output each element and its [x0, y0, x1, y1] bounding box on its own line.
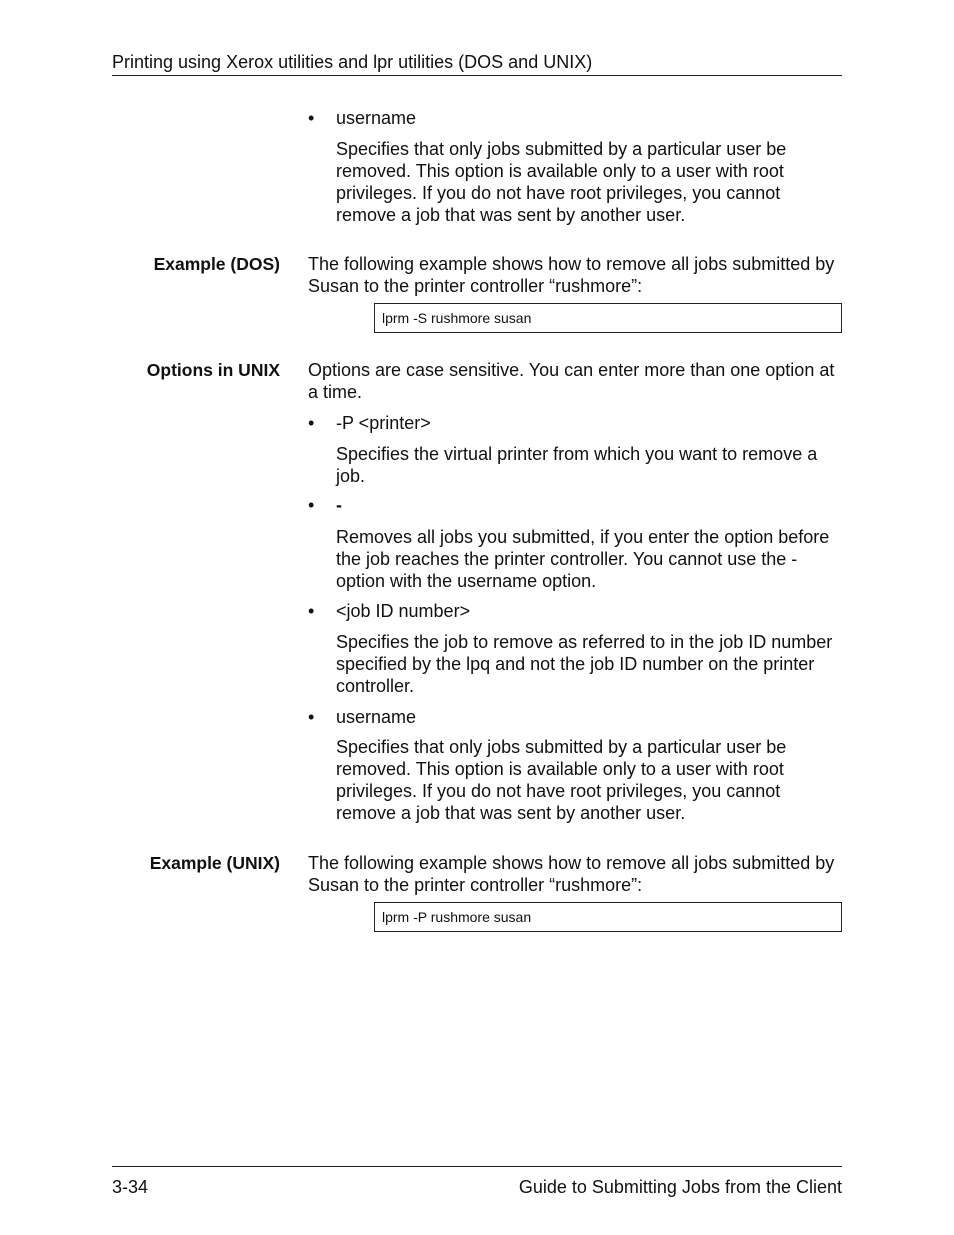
page-number: 3-34	[112, 1177, 149, 1197]
options-unix-intro: Options are case sensitive. You can enter more than one option at a time.	[308, 360, 835, 402]
section-heading-options-unix: Options in UNIX	[146, 360, 280, 380]
example-dos-text: The following example shows how to remove all jobs submitted by Susan to the printer controller “rushmore”:	[308, 254, 835, 296]
code-box-unix	[374, 902, 842, 932]
running-footer: Guide to Submitting Jobs from the Client	[518, 1177, 842, 1197]
option-description-job-id: Specifies the job to remove as referred to in the job ID number specified by the lpq and not the job ID number on the printer controller.	[336, 632, 833, 696]
bullet-icon: •	[308, 495, 315, 515]
code-box-dos	[374, 303, 842, 333]
code-dos: lprm -S rushmore susan	[382, 310, 532, 326]
bullet-icon: •	[308, 601, 315, 621]
option-label-username-dos: username	[336, 108, 417, 128]
option-description-username-unix: Specifies that only jobs submitted by a particular user be removed. This option is available only to a user with root privileges. If you do not have root privileges, you cannot remove a job that was sent by another user.	[336, 737, 787, 823]
option-description-username-dos: Specifies that only jobs submitted by a particular user be removed. This option is available only to a user with root privileges. If you do not have root privileges, you cannot remove a job that was sent by another user.	[336, 139, 787, 225]
bullet-icon: •	[308, 108, 315, 128]
section-heading-example-unix: Example (UNIX)	[149, 853, 280, 873]
option-label-printer: -P <printer>	[336, 413, 431, 433]
section-heading-example-dos: Example (DOS)	[153, 254, 280, 274]
header-rule	[112, 75, 842, 76]
option-description-printer: Specifies the virtual printer from which you want to remove a job.	[336, 444, 818, 486]
footer-rule	[112, 1166, 842, 1167]
option-label-dash: -	[336, 495, 342, 515]
bullet-icon: •	[308, 707, 315, 727]
bullet-icon: •	[308, 413, 315, 433]
option-description-dash: Removes all jobs you submitted, if you enter the option before the job reaches the printer controller. You cannot use the - option with the username option.	[336, 527, 830, 591]
example-unix-text: The following example shows how to remove all jobs submitted by Susan to the printer controller “rushmore”:	[308, 853, 835, 895]
running-header: Printing using Xerox utilities and lpr utilities (DOS and UNIX)	[112, 52, 593, 72]
option-label-job-id: <job ID number>	[336, 601, 471, 621]
code-unix: lprm -P rushmore susan	[382, 909, 532, 925]
option-label-username-unix: username	[336, 707, 417, 727]
